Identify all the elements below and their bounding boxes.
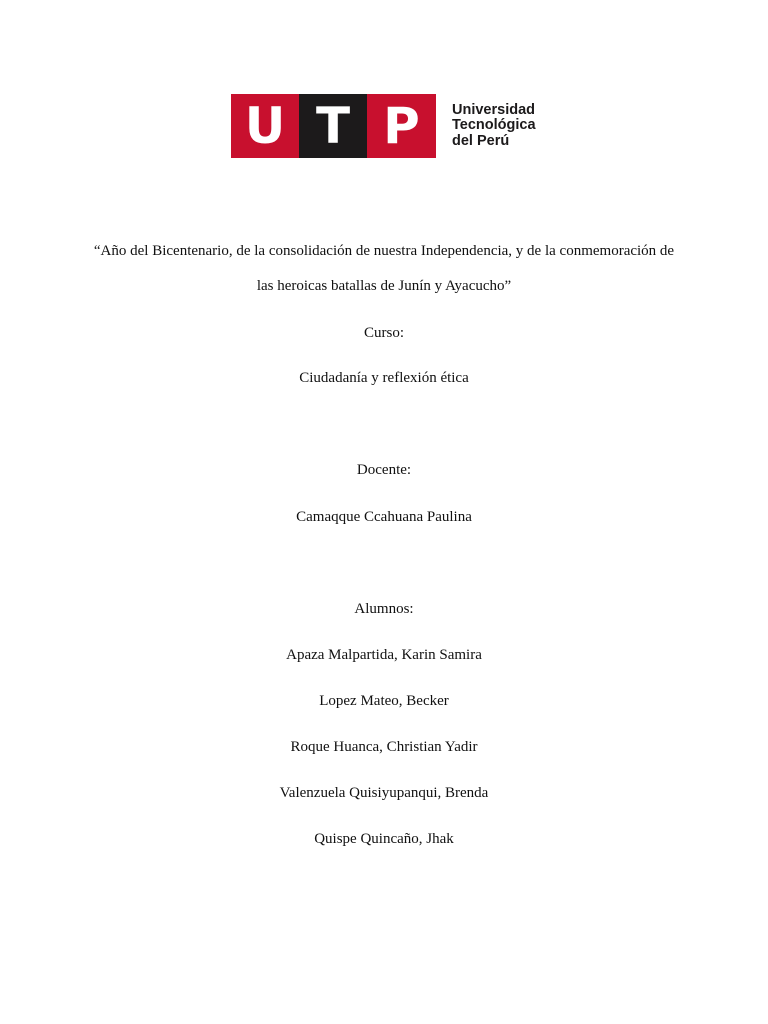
motto-line-2: las heroicas batallas de Junín y Ayacucho” xyxy=(256,278,512,294)
utp-logo-blocks xyxy=(231,94,436,158)
logo-name-line-2: Tecnológica xyxy=(452,117,536,134)
motto-line-1: “Año del Bicentenario, de la consolidación de nuestra Independencia, y de la conmemoración de xyxy=(93,243,675,259)
logo-letter-t: T xyxy=(299,94,367,158)
course-name: Ciudadanía y reflexión ética xyxy=(299,370,469,386)
student-name: Valenzuela Quisiyupanqui, Brenda xyxy=(279,785,489,801)
student-name: Lopez Mateo, Becker xyxy=(319,693,449,709)
utp-logo xyxy=(231,94,536,158)
logo-letter-u: U xyxy=(231,94,299,158)
logo-university-name xyxy=(452,103,536,150)
student-name: Apaza Malpartida, Karin Samira xyxy=(286,647,482,663)
course-label: Curso: xyxy=(363,325,404,341)
logo-name-line-1: Universidad xyxy=(452,101,535,118)
teacher-label: Docente: xyxy=(356,462,412,478)
students-label: Alumnos: xyxy=(354,601,414,617)
student-name: Roque Huanca, Christian Yadir xyxy=(290,739,478,755)
logo-name-line-3: del Perú xyxy=(452,132,510,149)
teacher-name: Camaqque Ccahuana Paulina xyxy=(296,509,472,525)
logo-letter-p: P xyxy=(367,94,436,158)
student-name: Quispe Quincaño, Jhak xyxy=(314,831,454,847)
